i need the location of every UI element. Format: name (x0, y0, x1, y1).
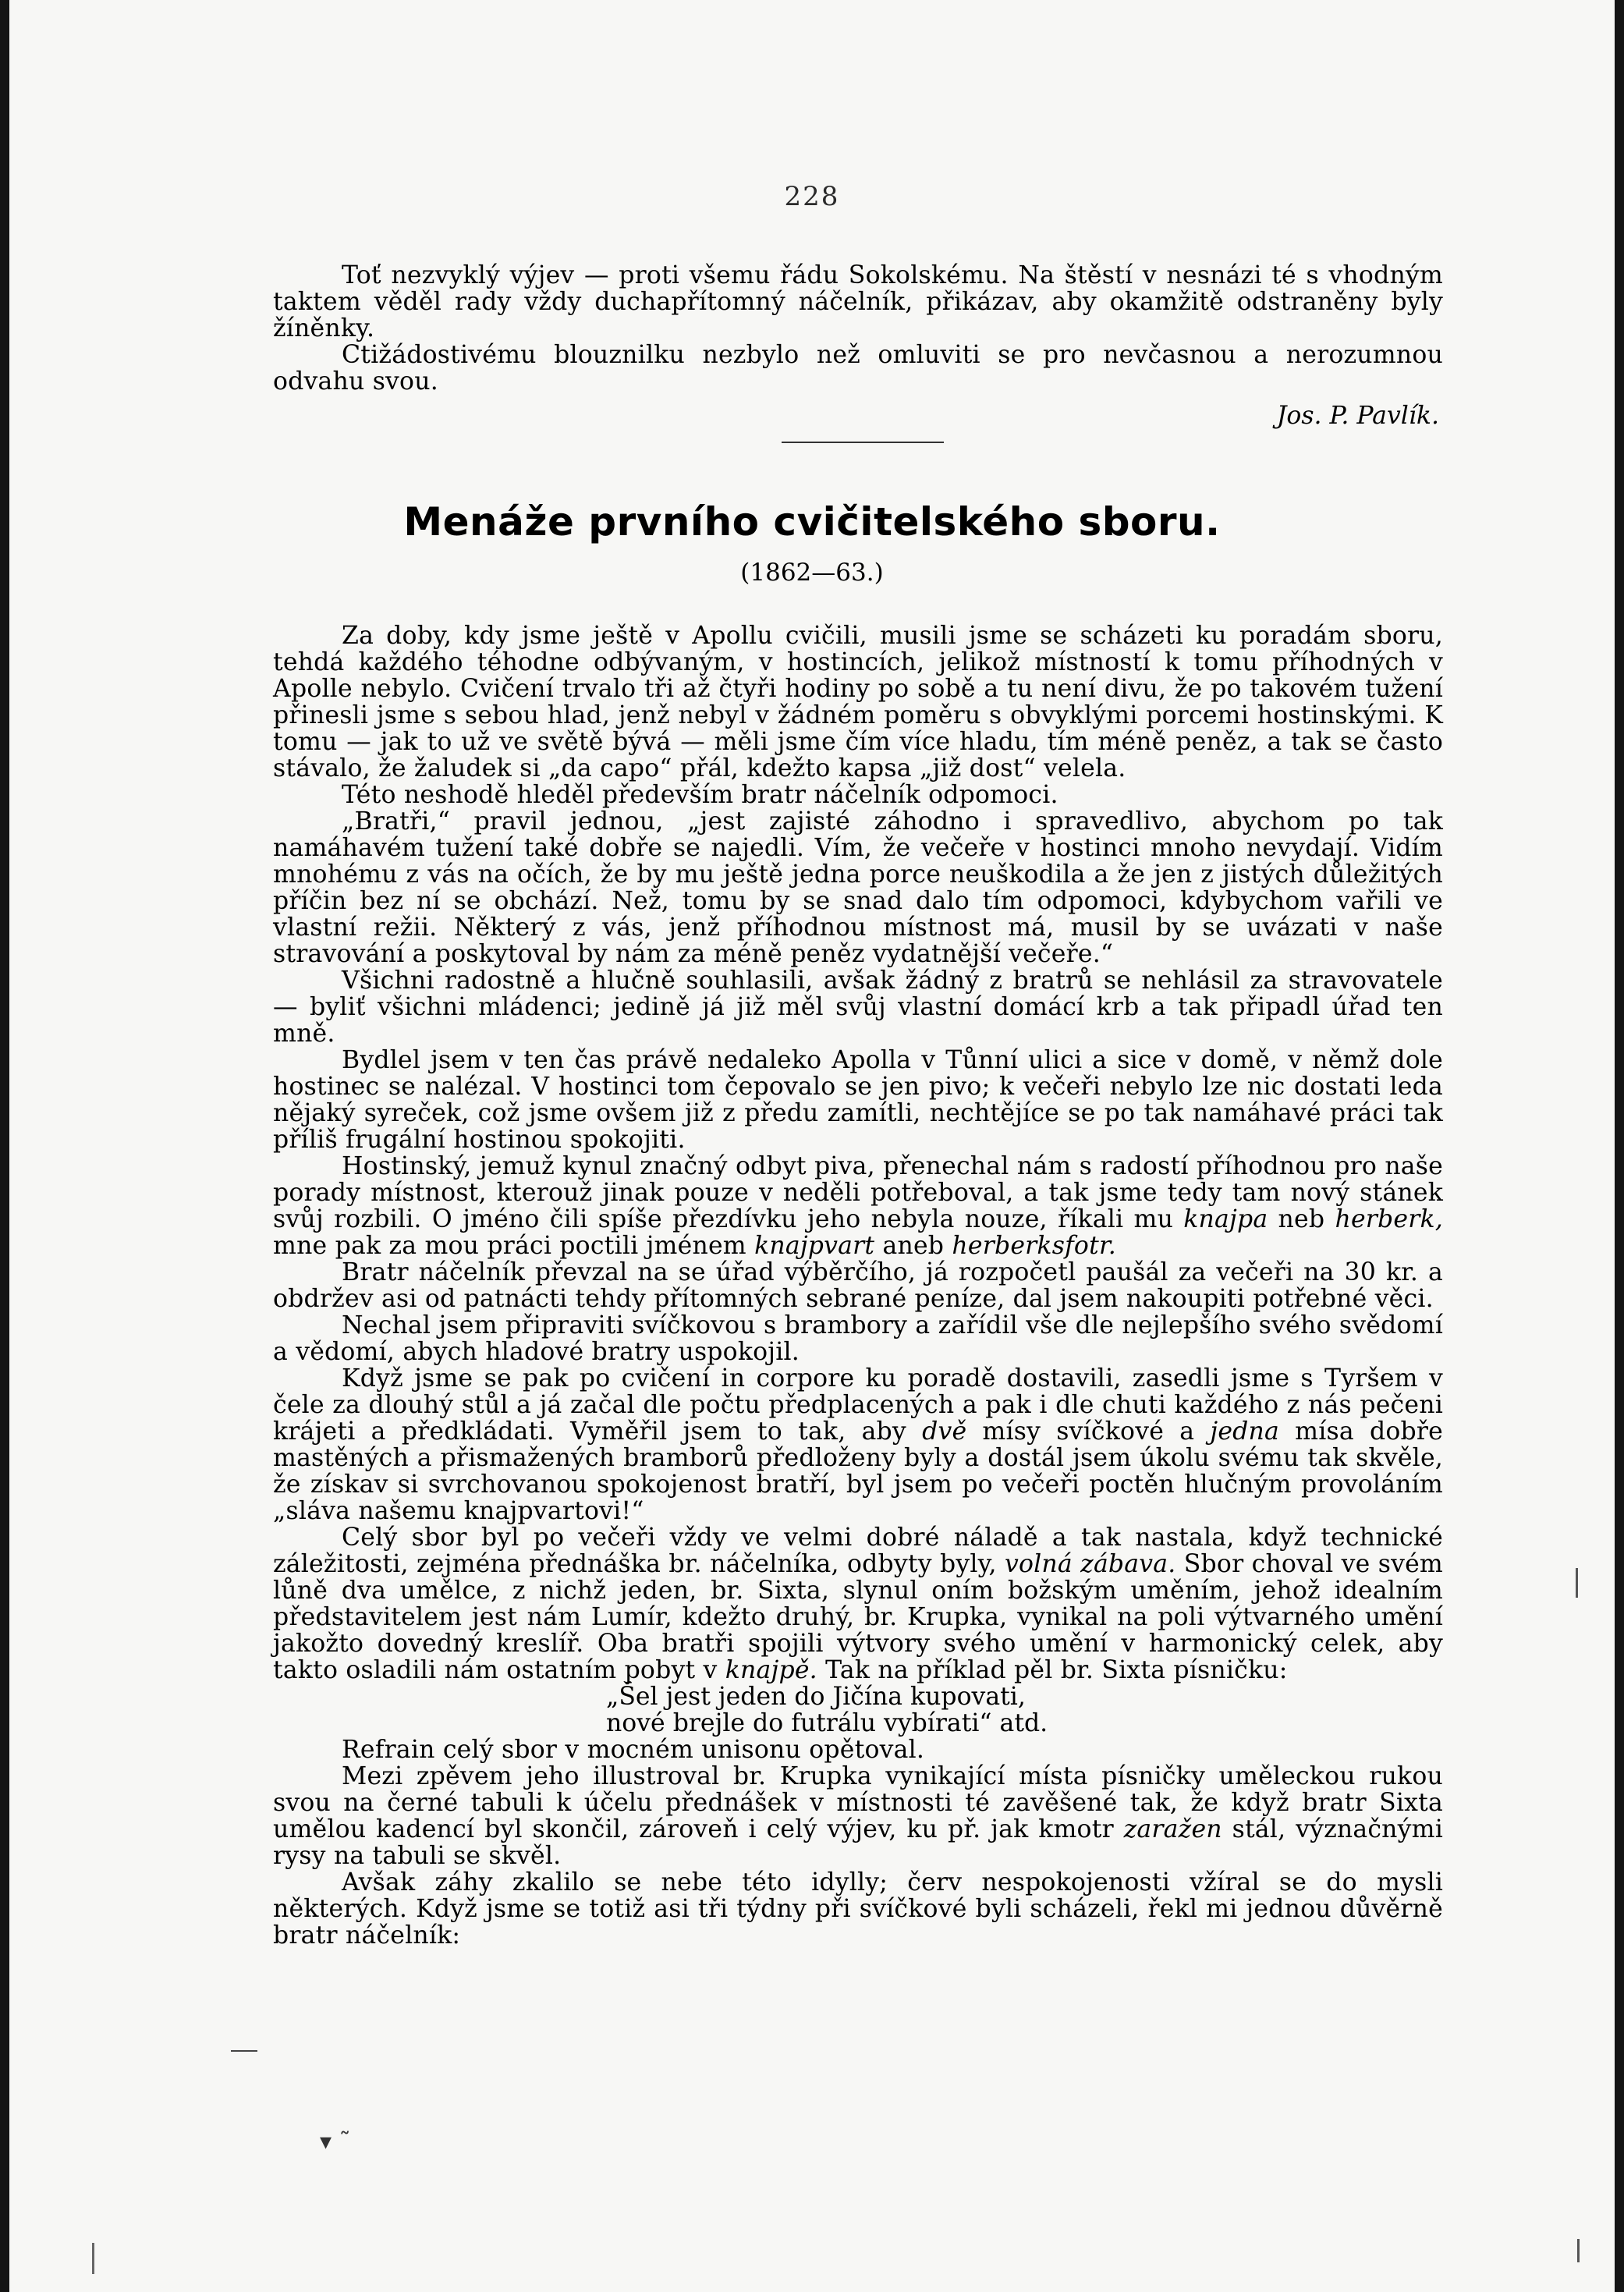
paragraph-6-italic-4: herberksfotr. (952, 1232, 1116, 1260)
paragraph-6-text-b: neb (1268, 1205, 1335, 1233)
paragraph-4: Všichni radostně a hlučně souhlasili, avšak žádný z bratrů se nehlásil za stravovatele — byliť všichni mládenci; jedině já již měl svůj vlastní domácí krb a tak připadl úřad ten mně. (273, 967, 1443, 1048)
paragraph-10-italic-1: volná zábava. (1004, 1550, 1176, 1578)
author-signature: Jos. P. Pavlík. (1276, 402, 1439, 430)
paragraph-10 (273, 1524, 1443, 1684)
paragraph-10-text-b: Sbor choval ve svém lůně dva umělce, z nichž jeden, br. Sixta, slynul oním božským uměním, jehož idealním představitelem jest nám Lumír, kdežto druhý, br. Krupka, vynikal na poli výtvarného umění jakožto dovedný kreslíř. Oba bratři spojili výtvory svého umění v harmonický celek, aby takto osladili nám ostatním pobyt v (273, 1550, 1444, 1684)
paragraph-9-italic-2: jedna (1210, 1417, 1279, 1446)
scan-artifact-right-bottom (1577, 2239, 1580, 2262)
paragraph-3: „Bratři,“ pravil jednou, „jest zajisté záhodno i spravedlivo, abychom po tak namáhavém tužení také dobře se najedli. Vím, že večeře v hostinci mnoho nevydají. Vidím mnohému z vás na očích, že by mu ještě jedna porce neuškodila a že jen z jistých důležitých příčin bez ní se obchází. Než, tomu by se snad dalo tím odpomoci, kdybychom vařili ve vlastní režii. Některý z vás, jenž příhodnou místnost má, musil by se uvázati v naše stravování a poskytoval by nám za méně peněz vydatnější večeře.“ (273, 807, 1443, 968)
article-body (273, 623, 1443, 1949)
paragraph-10-text-c: Tak na příklad pěl br. Sixta písničku: (817, 1656, 1288, 1684)
paragraph-11: Refrain celý sbor v mocném unisonu opětoval. (342, 1736, 925, 1764)
song-line-1: „Šel jest jeden do Jičína kupovati, (606, 1683, 1026, 1711)
intro-section (273, 262, 1443, 429)
page-number: 228 (784, 181, 840, 212)
paragraph-9-italic-1: dvě (922, 1417, 967, 1446)
paragraph-12-italic-1: zaražen (1123, 1815, 1222, 1843)
paragraph-8: Nechal jsem připraviti svíčkovou s brambory a zařídil vše dle nejlepšího svého svědomí a vědomí, abych hladové bratry uspokojil. (273, 1311, 1443, 1366)
paragraph-2: Této neshodě hleděl především bratr náčelník odpomoci. (342, 781, 1058, 809)
paragraph-13: Avšak záhy zkalilo se nebe této idylly; červ nespokojenosti vžíral se do mysli některých. Když jsme se totiž asi tři týdny při svíčkové byli scházeli, řekl mi jednou důvěrně bratr náčelník: (273, 1868, 1443, 1950)
paragraph-9-text-c: mísa dobře mastěných a přismažených bramborů předloženy byly a dostál jsem úkolu svému tak skvěle, že získav si svrchovanou spokojenost bratří, byl jsem po večeři poctěn hlučným provoláním „sláva našemu knajpvartovi!“ (273, 1417, 1443, 1525)
paragraph-12-text-a: Mezi zpěvem jeho illustroval br. Krupka vynikající místa písničky uměleckou rukou svou na černé tabuli k účelu přednášek v místnosti té zavěšené tak, že když bratr Sixta umělou kadencí byl skončil, zároveň i celý výjev, ku př. jak kmotr (273, 1762, 1443, 1843)
paragraph-1: Za doby, kdy jsme ještě v Apollu cvičili, musili jsme se scházeti ku poradám sboru, tehdá každého téhodne odbývaným, v hostincích, jelikož místností k tomu příhodných v Apolle nebylo. Cvičení trvalo tři až čtyři hodiny po sobě a tu není divu, že po takovém tužení přinesli jsme s sebou hlad, jenž nebyl v žádném poměru s obvyklými porcemi hostinskými. K tomu — jak to už ve světě bývá — měli jsme čím více hladu, tím méně peněz, a tak se často stávalo, že žaludek si „da capo“ přál, kdežto kapsa „již dost“ velela. (273, 622, 1443, 782)
paragraph-6-text-a: Hostinský, jemuž kynul značný odbyt piva, přenechal nám s radostí příhodnou pro naše porady místnost, kterouž jinak pouze v neděli potřeboval, a tak jsme tedy tam nový stánek svůj rozbili. O jméno čili spíše přezdívku jeho nebyla nouze, říkali mu (273, 1152, 1443, 1233)
paragraph-12-text-b: stál, význačnými rysy na tabuli se skvěl. (273, 1815, 1444, 1870)
paragraph-6-text-d: aneb (874, 1232, 952, 1260)
article-subtitle: (1862—63.) (740, 559, 884, 587)
stray-mark: ▾ ˜ (320, 2128, 351, 2155)
intro-paragraph-1: Toť nezvyklý výjev — proti všemu řádu Sokolskému. Na štěstí v nesnázi té s vhodným taktem věděl rady vždy duchapřítomný náčelník, přikázav, aby okamžitě odstraněny byly žíněnky. (273, 261, 1443, 342)
paragraph-9-text-b: mísy svíčkové a (966, 1417, 1211, 1446)
paragraph-9 (273, 1365, 1443, 1524)
paragraph-6-italic-1: knajpa (1183, 1205, 1268, 1233)
paragraph-5: Bydlel jsem v ten čas právě nedaleko Apolla v Tůnní ulici a sice v domě, v němž dole hostinec se nalézal. V hostinci tom čepovalo se jen pivo; k večeři nebylo lze nic dostati leda nějaký syreček, což jsme ovšem již z předu zamítli, nechtějíce se po tak namáhavé práci tak příliš frugální hostinou spokojiti. (273, 1046, 1443, 1154)
paragraph-12 (273, 1763, 1443, 1869)
article-title: Menáže prvního cvičitelského sboru. (403, 499, 1221, 545)
intro-paragraph-2: Ctižádostivému blouznilku nezbylo než omluviti se pro nevčasnou a nerozumnou odvahu svou. (273, 341, 1443, 396)
section-divider (782, 442, 944, 443)
paragraph-6 (273, 1153, 1443, 1259)
margin-mark (231, 2050, 257, 2052)
paragraph-7: Bratr náčelník převzal na se úřad výběrčího, já rozpočetl paušál za večeři na 30 kr. a obdržev asi od patnácti tehdy přítomných sebrané peníze, dal jsem nakoupiti potřebné věci. (273, 1258, 1443, 1313)
scan-artifact-right (1576, 1568, 1578, 1598)
paragraph-9-text-a: Když jsme se pak po cvičení in corpore ku poradě dostavili, zasedli jsme s Tyršem v čele za dlouhý stůl a já začal dle počtu předplacených a pak i dle chuti každého z nás pečeni krájeti a předkládati. Vyměřil jsem to tak, aby (273, 1364, 1443, 1446)
paragraph-6-italic-2: herberk, (1335, 1205, 1444, 1233)
paragraph-6-italic-3: knajpvart (754, 1232, 875, 1260)
paragraph-6-text-c: mne pak za mou práci poctili jménem (273, 1232, 755, 1260)
paragraph-10-italic-2: knajpě. (725, 1656, 817, 1684)
song-line-2: nové brejle do futrálu vybírati“ atd. (606, 1709, 1048, 1737)
paragraph-10-text-a: Celý sbor byl po večeři vždy ve velmi dobré náladě a tak nastala, když technické záležitosti, zejména přednáška br. náčelníka, odbyty byly, (273, 1524, 1443, 1578)
scan-artifact-left (92, 2243, 94, 2274)
